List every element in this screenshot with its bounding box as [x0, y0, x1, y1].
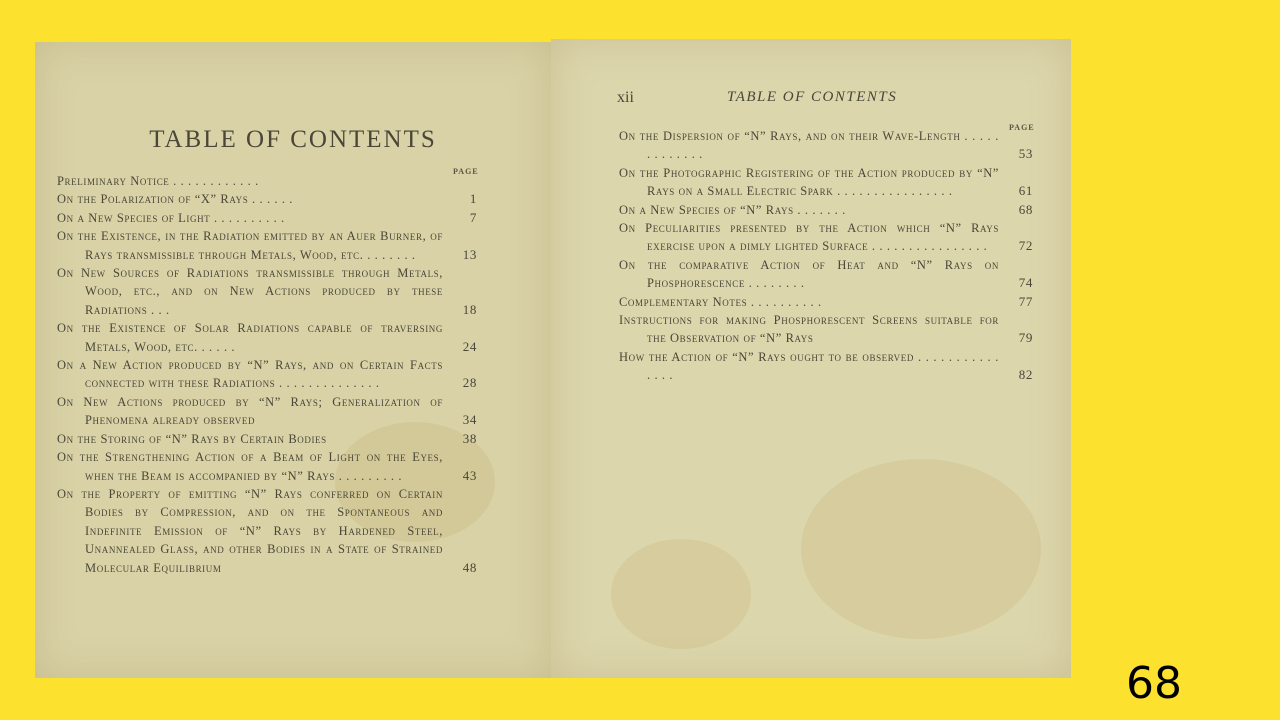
toc-entry — [619, 164, 1033, 201]
toc-entry-page-number: 79 — [1018, 330, 1033, 346]
toc-entry-page-number: 43 — [462, 467, 477, 483]
toc-entry — [57, 264, 477, 319]
paper-stain — [611, 539, 751, 649]
toc-entry — [57, 209, 477, 227]
toc-entry — [619, 293, 1033, 311]
toc-entry-page-number: 18 — [462, 301, 477, 317]
toc-entry-page-number: 7 — [469, 209, 477, 225]
slide-number: 68 — [1126, 658, 1182, 709]
toc-entry-page-number: 34 — [462, 412, 477, 428]
toc-entry-page-number: 74 — [1018, 275, 1033, 291]
toc-entry-title: On the Polarization of “X” Rays . . . . . . — [57, 192, 294, 207]
toc-entry-title: On Peculiarities presented by the Action which “N” Rays exercise upon a dimly lighted Surface . . . . . . . . . . . . . . . . — [619, 221, 999, 254]
toc-entry-title: On the comparative Action of Heat and “N” Rays on Phosphorescence . . . . . . . . — [619, 257, 999, 291]
toc-entry-title: Instructions for making Phosphorescent Screens suitable for the Observation of “N” Rays — [619, 313, 999, 346]
toc-entry — [57, 319, 477, 356]
toc-entry-title: On a New Species of Light . . . . . . . . . . — [57, 210, 285, 225]
toc-entry — [57, 190, 477, 208]
toc-entry-page-number: 1 — [469, 191, 477, 207]
toc-entry-page-number: 61 — [1018, 183, 1033, 199]
toc-entry — [57, 227, 477, 264]
toc-entry — [57, 430, 477, 448]
page-folio: xii — [617, 89, 634, 106]
toc-heading: TABLE OF CONTENTS — [149, 126, 437, 153]
toc-entry-title: On the Property of emitting “N” Rays conferred on Certain Bodies by Compression, and on the Spontaneous and Indefinite Emission of “N” Rays by Hardened Steel, Unannealed Glass, and other Bodies in a State of Strained Molecular Equilibrium — [57, 486, 443, 575]
toc-entry-page-number: 68 — [1018, 201, 1033, 217]
toc-entry-title: On a New Action produced by “N” Rays, and on Certain Facts connected with these Radiations . . . . . . . . . . . . . . — [57, 358, 443, 391]
toc-entry-page-number: 24 — [462, 338, 477, 354]
toc-entry-title: How the Action of “N” Rays ought to be observed . . . . . . . . . . . . . . . — [619, 349, 999, 383]
toc-entry-title: On the Strengthening Action of a Beam of Light on the Eyes, when the Beam is accompanied by “N” Rays . . . . . . . . . — [57, 450, 443, 483]
toc-entry-title: Complementary Notes . . . . . . . . . . — [619, 294, 822, 309]
toc-entry-page-number: 77 — [1018, 293, 1033, 309]
toc-entry-page-number: 53 — [1018, 146, 1033, 162]
page-column-label: PAGE — [453, 167, 479, 176]
toc-entry-page-number: 48 — [462, 559, 477, 575]
toc-entry-page-number: 28 — [462, 375, 477, 391]
toc-entry-title: On the Existence of Solar Radiations capable of traversing Metals, Wood, etc. . . . . . — [57, 321, 443, 354]
toc-entry — [619, 256, 1033, 293]
toc-entry-title: On the Dispersion of “N” Rays, and on their Wave-Length . . . . . . . . . . . . . — [619, 129, 999, 162]
toc-entry-page-number: 72 — [1018, 238, 1033, 254]
toc-entry — [57, 356, 477, 393]
toc-entry — [619, 219, 1033, 256]
toc-entry-title: On the Existence, in the Radiation emitted by an Auer Burner, of Rays transmissible through Metals, Wood, etc. . . . . . . . — [57, 229, 443, 262]
toc-entry-page-number: 38 — [462, 430, 477, 446]
toc-entry-page-number: 82 — [1018, 367, 1033, 383]
toc-entry-title: On New Sources of Radiations transmissible through Metals, Wood, etc., and on New Actions produced by these Radiations . . . — [57, 266, 443, 317]
toc-entry-title: On a New Species of “N” Rays . . . . . . . — [619, 202, 846, 217]
toc-entry — [619, 201, 1033, 219]
toc-entry-page-number: 13 — [462, 246, 477, 262]
toc-entry-title: On the Storing of “N” Rays by Certain Bodies — [57, 431, 327, 446]
toc-entry — [57, 393, 477, 430]
left-toc-list — [57, 172, 477, 577]
toc-entry-title: Preliminary Notice . . . . . . . . . . . . — [57, 174, 259, 188]
right-book-page — [551, 39, 1071, 678]
toc-entry — [619, 348, 1033, 385]
page-column-label: PAGE — [1009, 123, 1035, 132]
toc-entry-title: On the Photographic Registering of the Action produced by “N” Rays on a Small Electric Spark . . . . . . . . . . . . . . . . — [619, 165, 999, 199]
paper-stain — [801, 459, 1041, 639]
toc-entry — [619, 311, 1033, 348]
running-head-title: TABLE OF CONTENTS — [727, 89, 898, 105]
toc-entry — [57, 172, 443, 190]
left-book-page — [35, 42, 551, 678]
toc-entry — [57, 448, 477, 485]
toc-entry-title: On New Actions produced by “N” Rays; Generalization of Phenomena already observed — [57, 394, 443, 428]
toc-entry — [57, 485, 477, 577]
